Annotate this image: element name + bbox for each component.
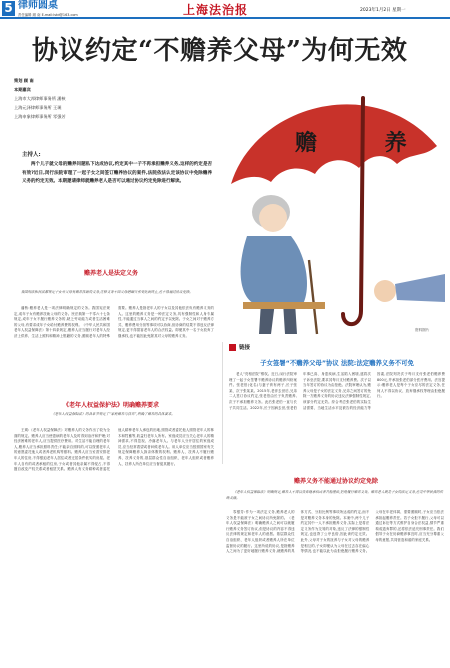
editor-info: 责任编辑 顾 南 E-mail:lstd@163.com [18,13,78,17]
masthead-rule [0,17,450,19]
guest-line: 上海申象律师事务所 零强芳 [14,114,66,119]
hand-icon [374,280,396,302]
link-icon [229,344,236,351]
section-body: 潘核:赡养老人是一项法律明确规定的义务。我国宪法规定,成年子女有赡养扶助父母的义务。民法典第一千零六十七条规定,成年子女不履行赡养义务的,缺乏劳动能力或者生活困难的父母,有要求成年子女给付赡养费的权利。《中华人民共和国老年人权益保障法》第十四条规定,赡养人应当履行对老年人经济上供养、生活上照料和精神上慰藉的义务,照顾老年人的特殊需要。赡养人是指老年人的子女以及其他依法负有赡养义务的人。这里的赡养义务是一种法定义务,具有强制性和人身专属性,不能通过当事人之间的约定予以免除。子女之间对于赡养方式、赡养费用分担等事项可以协商,但协商的结果不得违反法律规定,更不得损害老年人的合法权益。即便其中一名子女放弃了继承权,也不能因此免除其对父母的赡养义务。 [14,306,214,338]
guest-line: 上海市大邦律师事务所 潘核 [14,96,66,101]
section-heading: 赡养老人是法定义务 [83,270,138,277]
newspaper-name: 上海法治报 [183,3,249,17]
link-body: 老人“亮相法院”维权。近日,闵行法院审理了一起子女签署不赡养协议的赡养纠纷案件。张老伯(化名)与妻子育有两子,长子张某、次子张某某。2015年,老伴去世后,兄弟二人签订协议约定,张老伯由长子负责赡养,次子不承担赡养义务。此后张老伯一直与长子共同生活。2022年,长子因病去世,张老伯年事已高、身患疾病,生活陷入困境,遂将次子诉至法院,要求其每月支付赡养费。次子以当年签订的协议为由拒绝。法院审理认为,赡养父母是子女的法定义务,兄弟之间签订的免除一方赡养义务的协议违反法律强制性规定,该部分约定无效。综合考虑张老伯的实际生活需要、当地生活水平及被告的经济能力等因素,法院判决次子每月支付张老伯赡养费800元,并承担张老伯部分医疗费用。法官提示:赡养老人是每个子女应尽的法定义务,任何人不得以协议、放弃继承权等理由拒绝履行。 [229,372,445,410]
umbrella-text: 赡 养 [295,130,437,156]
guests-box [14,78,124,134]
guests-planner: 策划 顾 南 [14,78,34,83]
host-label: 主持人: [22,152,41,158]
guest-line: 本期嘉宾 [14,87,31,92]
guest-line: 上海元泽律师事务所 王瑛 [14,105,62,110]
link-box [222,342,446,464]
elder-body [241,236,307,304]
section-body: 零强芳:作为一项法定义务,赡养老人的义务是不能被子女之间协议所免除的。《老年人权益保障法》明确赡养人之间可以就履行赡养义务签订协议,但是协议的内容不得违反法律的规定和老年人的意愿。基层群众性自治组织、老年人组织或者赡养人所在单位监督协议的履行。这里所说的协议,是指赡养人之间为了更好地履行赡养义务,就赡养的具体方式、分担比例等事项所达成的约定,而不是对赡养义务本身的免除。本案中,两个儿子约定其中一人不承担赡养义务,实际上是将法定义务作为交易的对象,违反了法律的强制性规定,也违背了公序良俗,因此该约定无效。此外,父母对子女的抚养与子女对父母的赡养是相互的,子女即便认为父母在过去存在偏心等情况,也不能以此为由拒绝履行赡养义务。父母在年老体弱、需要照顾时,子女应当依法承担起赡养责任。若子女拒不履行,父母可以通过诉讼等方式维护自身合法权益,情节严重构成遗弃罪的,还将依法追究刑事责任。我们倡导子女在协商赡养事宜时,应当充分尊重父母的意愿,共同营造和谐的家庭关系。 [226,510,444,554]
page-number-badge: 5 [2,1,15,16]
section-name: 律师圆桌 [18,0,58,11]
issue-date: 2023年1月2日 星期一 [360,8,406,13]
illustration [225,76,445,338]
section-heading: 《老年人权益保护法》明确赡养要求 [62,402,159,409]
bench [243,302,325,309]
section-body: 王瑛:《老年人权益保障法》对赡养人的义务作出了较为全面的规定。赡养人应当使患病的老年人及时得到治疗和护理;对经济困难的老年人,应当提供医疗费用。对生活不能自理的老年人,赡养人应当承担照料责任;不能亲自照料的,可以按照老年人的意愿委托他人或者养老机构等照料。赡养人应当妥善安排老年人的住房,不得强迫老年人居住或者迁居条件低劣的房屋。老年人自有的或者承租的住房,子女或者其他亲属不得侵占,不得擅自改变产权关系或者租赁关系。赡养人有义务耕种或者委托他人耕种老年人承包的田地,照管或者委托他人照管老年人的林木和牲畜等,收益归老年人所有。家庭成员应当关心老年人的精神需求,不得忽视、冷落老年人。与老年人分开居住的家庭成员,应当经常看望或者问候老年人。用人单位应当按照国家有关规定保障赡养人探亲休假的权利。赡养人、扶养人不履行赡养、扶养义务的,基层群众性自治组织、老年人组织或者赡养人、扶养人所在单位应当督促其履行。 [14,428,214,472]
host-intro: 两个儿子就父母的赡养问题私下达成协议,约定其中一子不再承担赡养义务,这样的约定是否有效?近日,闵行法院审理了一起子女之间签订赡养协议的案件,法院依法认定该协议中免除赡养义务的约定无效。本期邀请律师就赡养老人是否可以通过协议约定免除进行解读。 [22,162,212,185]
headline: 协议约定“不赡养父母”为何无效 [32,36,408,66]
sleeve [395,274,445,302]
link-title: 子女签署“不赡养父母”协议 法院:法定赡养义务不可免 [260,359,414,367]
walking-cane [309,260,317,334]
section-heading: 赡养义务不能通过协议约定免除 [293,478,378,485]
section-lead: 《老年人权益保障法》的各章节规定了“家庭赡养与扶养”,明确了赡养的具体要求。 [51,412,175,416]
link-label: 链接 [239,345,251,351]
masthead [0,0,450,18]
section-lead: 我国刑法和民法都规定子女对父母有赡养扶助的义务,这种义务不因父母婚姻关系变化而终止,也不得通过协议免除。 [21,290,193,294]
section-lead: 《老年人权益保障法》明确规定,赡养人不得以放弃继承权或者其他理由,拒绝履行赡养义务。赡养老人既是子女的法定义务,也是中华民族的传统美德。 [226,490,444,500]
photo-credit: 资料图片 [415,328,430,332]
umbrella-elder-illustration [225,76,445,338]
elder-face [259,204,287,232]
